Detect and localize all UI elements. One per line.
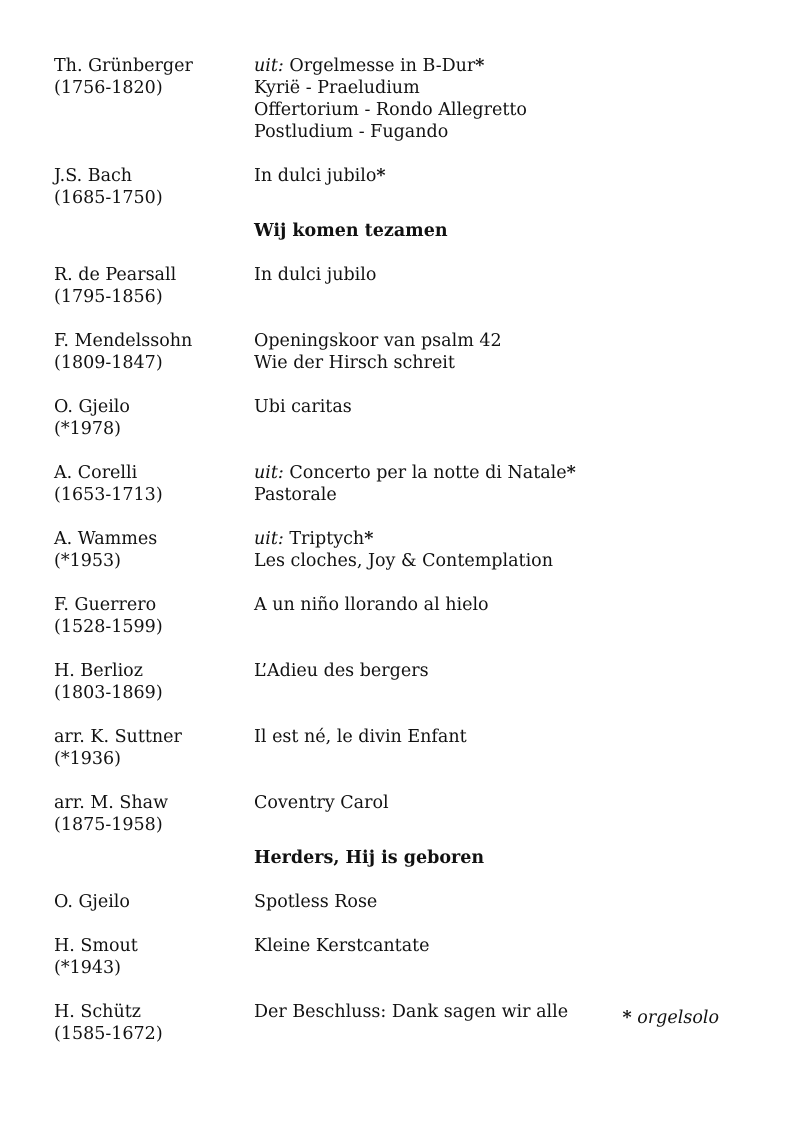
work-line xyxy=(254,550,754,572)
works-column xyxy=(254,660,754,704)
work-title: Wie der Hirsch schreit xyxy=(254,353,455,373)
composer-dates: (1685-1750) xyxy=(54,188,163,208)
program-row xyxy=(54,594,754,638)
work-title: Concerto per la notte di Natale xyxy=(289,463,567,483)
composer-name: O. Gjeilo xyxy=(54,397,130,417)
program-entry xyxy=(54,396,754,440)
program-row xyxy=(54,726,754,770)
composer-column xyxy=(54,726,254,770)
work-title: L’Adieu des bergers xyxy=(254,661,429,681)
composer-name: A. Corelli xyxy=(54,463,138,483)
carol-heading: Herders, Hij is geboren xyxy=(254,848,485,868)
work-title: Ubi caritas xyxy=(254,397,352,417)
program-entry xyxy=(54,891,754,913)
work-line xyxy=(254,165,754,187)
footnote-star: * xyxy=(622,1008,632,1028)
composer-column xyxy=(54,55,254,143)
composer-column xyxy=(54,792,254,836)
program-entry xyxy=(54,462,754,506)
program-row xyxy=(54,792,754,836)
composer-dates: (1528-1599) xyxy=(54,617,163,637)
composer-name: J.S. Bach xyxy=(54,166,133,186)
work-line xyxy=(254,594,754,616)
work-line xyxy=(254,396,754,418)
work-line xyxy=(254,528,754,550)
composer-column xyxy=(54,594,254,638)
work-prefix: uit: xyxy=(254,463,284,483)
work-line xyxy=(254,462,754,484)
works-column xyxy=(254,594,754,638)
work-line xyxy=(254,55,754,77)
works-column xyxy=(254,55,754,143)
composer-dates: (1653-1713) xyxy=(54,485,163,505)
works-column xyxy=(254,935,754,979)
work-line xyxy=(254,484,754,506)
work-title: Offertorium - Rondo Allegretto xyxy=(254,100,527,120)
composer-dates: (1809-1847) xyxy=(54,353,163,373)
composer-name: O. Gjeilo xyxy=(54,892,130,912)
composer-dates: (1585-1672) xyxy=(54,1024,163,1044)
program-row xyxy=(54,165,754,209)
organ-solo-star: * xyxy=(364,529,374,549)
composer-name: arr. K. Suttner xyxy=(54,727,182,747)
composer-dates: (*1943) xyxy=(54,958,121,978)
composer-name: A. Wammes xyxy=(54,529,158,549)
program-entry xyxy=(54,55,754,143)
works-column xyxy=(254,891,754,913)
composer-name: Th. Grünberger xyxy=(54,56,193,76)
composer-column xyxy=(54,462,254,506)
work-title: In dulci jubilo xyxy=(254,265,377,285)
composer-name: H. Berlioz xyxy=(54,661,143,681)
composer-column xyxy=(54,330,254,374)
work-line xyxy=(254,264,754,286)
work-title: Kyrië - Praeludium xyxy=(254,78,420,98)
composer-name: R. de Pearsall xyxy=(54,265,177,285)
works-column xyxy=(254,396,754,440)
work-line xyxy=(254,121,754,143)
work-title: Postludium - Fugando xyxy=(254,122,449,142)
work-title: Il est né, le divin Enfant xyxy=(254,727,467,747)
work-line xyxy=(254,726,754,748)
program-row xyxy=(54,264,754,308)
program-row xyxy=(54,935,754,979)
work-title: Pastorale xyxy=(254,485,337,505)
works-column xyxy=(254,330,754,374)
footnote xyxy=(623,1007,719,1029)
work-title: Der Beschluss: Dank sagen wir alle xyxy=(254,1002,569,1022)
program-entry xyxy=(54,660,754,704)
program-row xyxy=(54,396,754,440)
work-line xyxy=(254,77,754,99)
work-line xyxy=(254,352,754,374)
program-row xyxy=(54,330,754,374)
composer-column xyxy=(54,264,254,308)
composer-column xyxy=(54,165,254,209)
work-line xyxy=(254,660,754,682)
organ-solo-star: * xyxy=(475,56,485,76)
work-title: Coventry Carol xyxy=(254,793,389,813)
work-line xyxy=(254,99,754,121)
program-row xyxy=(54,891,754,913)
composer-column xyxy=(54,660,254,704)
program-entry xyxy=(54,594,754,638)
work-line xyxy=(254,891,754,913)
work-line xyxy=(254,792,754,814)
work-title: Kleine Kerstcantate xyxy=(254,936,430,956)
work-title: Orgelmesse in B-Dur xyxy=(289,56,476,76)
program-entry xyxy=(54,528,754,572)
composer-name: F. Mendelssohn xyxy=(54,331,193,351)
work-prefix: uit: xyxy=(254,529,284,549)
program-row xyxy=(54,528,754,572)
works-column xyxy=(254,726,754,770)
work-title: Les cloches, Joy & Contemplation xyxy=(254,551,553,571)
work-title: A un niño llorando al hielo xyxy=(254,595,489,615)
program-entry xyxy=(54,264,754,308)
composer-name: H. Schütz xyxy=(54,1002,141,1022)
work-title: Triptych xyxy=(289,529,365,549)
works-column xyxy=(254,264,754,308)
composer-name: H. Smout xyxy=(54,936,138,956)
program-entry xyxy=(54,330,754,374)
work-line xyxy=(254,330,754,352)
works-column xyxy=(254,792,754,836)
program-entry xyxy=(54,935,754,979)
work-title: Openingskoor van psalm 42 xyxy=(254,331,502,351)
composer-column xyxy=(54,396,254,440)
composer-dates: (*1978) xyxy=(54,419,121,439)
composer-dates: (1795-1856) xyxy=(54,287,163,307)
composer-column xyxy=(54,528,254,572)
composer-column xyxy=(54,891,254,913)
composer-dates: (1875-1958) xyxy=(54,815,163,835)
carol-heading: Wij komen tezamen xyxy=(254,221,448,241)
work-prefix: uit: xyxy=(254,56,284,76)
program-row xyxy=(54,55,754,143)
composer-dates: (*1936) xyxy=(54,749,121,769)
composer-column xyxy=(54,935,254,979)
program-entry xyxy=(54,792,754,869)
works-column xyxy=(254,462,754,506)
program-entry xyxy=(54,165,754,242)
organ-solo-star: * xyxy=(566,463,576,483)
program-row xyxy=(54,660,754,704)
works-column xyxy=(254,528,754,572)
composer-name: arr. M. Shaw xyxy=(54,793,169,813)
program-row xyxy=(54,462,754,506)
works-column xyxy=(254,165,754,209)
composer-dates: (*1953) xyxy=(54,551,121,571)
program-entry xyxy=(54,726,754,770)
composer-name: F. Guerrero xyxy=(54,595,157,615)
organ-solo-star: * xyxy=(376,166,386,186)
work-title: In dulci jubilo xyxy=(254,166,377,186)
work-title: Spotless Rose xyxy=(254,892,378,912)
work-line xyxy=(254,935,754,957)
program-list xyxy=(54,55,754,1067)
composer-dates: (1756-1820) xyxy=(54,78,163,98)
footnote-label: orgelsolo xyxy=(637,1008,719,1028)
composer-dates: (1803-1869) xyxy=(54,683,163,703)
composer-column xyxy=(54,1001,254,1045)
